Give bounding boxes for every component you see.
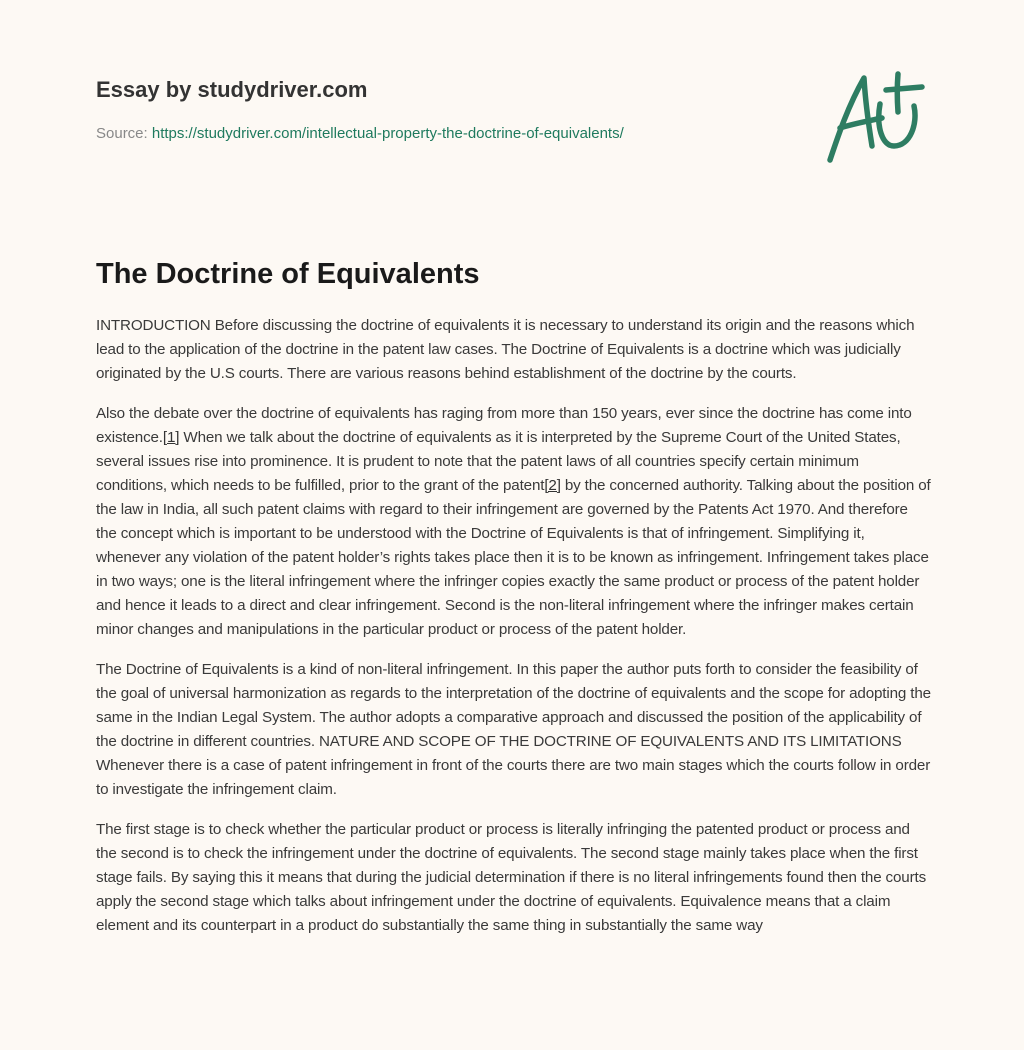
paragraph-non-literal: The Doctrine of Equivalents is a kind of non-literal infringement. In this paper the author puts forth to consider the feasibility of the goal of universal harmonization as regards to the interpretation of the doctrine of equivalents and the scope for adopting the same in the Indian Legal System. The author adopts a comparative approach and discussed the position of the applicability of the doctrine in different countries. NATURE AND SCOPE OF THE DOCTRINE OF EQUIVALENTS AND ITS LIMITATIONS Whenever there is a case of patent infringement in front of the courts there are two main stages which the courts follow in order to investigate the infringement claim. [96,661,931,798]
a-plus-grade-icon [818,66,930,166]
source-label: Source: [96,125,152,142]
source-line [96,124,796,144]
paragraph-introduction: INTRODUCTION Before discussing the doctrine of equivalents it is necessary to understand its origin and the reasons which lead to the application of the doctrine in the patent law cases. The Doctrine of Equivalents is a doctrine which was judicially originated by the U.S courts. There are various reasons behind establishment of the doctrine by the courts. [96,317,915,382]
paragraph-debate [96,402,932,642]
source-link[interactable]: https://studydriver.com/intellectual-property-the-doctrine-of-equivalents/ [151,125,624,142]
paragraph-text: by the concerned authority. Talking about the position of the law in India, all such patent claims with regard to their infringement are governed by the Patents Act 1970. And therefore the concept which is important to be understood with the Doctrine of Equivalents is that of infringement. Simplifying it, whenever any violation of the patent holder’s rights takes place then it is to be known as infringement. Infringement takes place in two ways; one is the literal infringement where the infringer copies exactly the same product or process of the patent holder and hence it leads to a direct and clear infringement. Second is the non-literal infringement where the infringer makes certain minor changes and manipulations in the particular product or process of the patent holder. [96,477,931,638]
paragraph-text: Also the debate over the doctrine of equivalents has raging from more than 150 years, ever since the doctrine has come into existence. [96,405,912,446]
paragraph-text: When we talk about the doctrine of equivalents as it is interpreted by the Supreme Court of the United States, several issues rise into prominence. It is prudent to note that the patent laws of all countries specify certain minimum conditions, which needs to be fulfilled, prior to the grant of the patent [96,429,901,494]
paragraph-stages: The first stage is to check whether the particular product or process is literally infringing the patented product or process and the second is to check the infringement under the doctrine of equivalents. The second stage mainly takes place when the first stage fails. By saying this it means that during the judicial determination if there is no literal infringements found then the courts apply the second stage which talks about infringement under the doctrine of equivalents. Equivalence means that a claim element and its counterpart in a product do substantially the same thing in substantially the same way [96,821,927,934]
footnote-link-1[interactable]: [1] [162,429,180,446]
page-header [96,74,796,144]
article-title: The Doctrine of Equivalents [96,258,480,290]
footnote-link-2[interactable]: [2] [544,477,561,494]
site-title: Essay by studydriver.com [96,77,368,102]
article-body [96,314,932,954]
